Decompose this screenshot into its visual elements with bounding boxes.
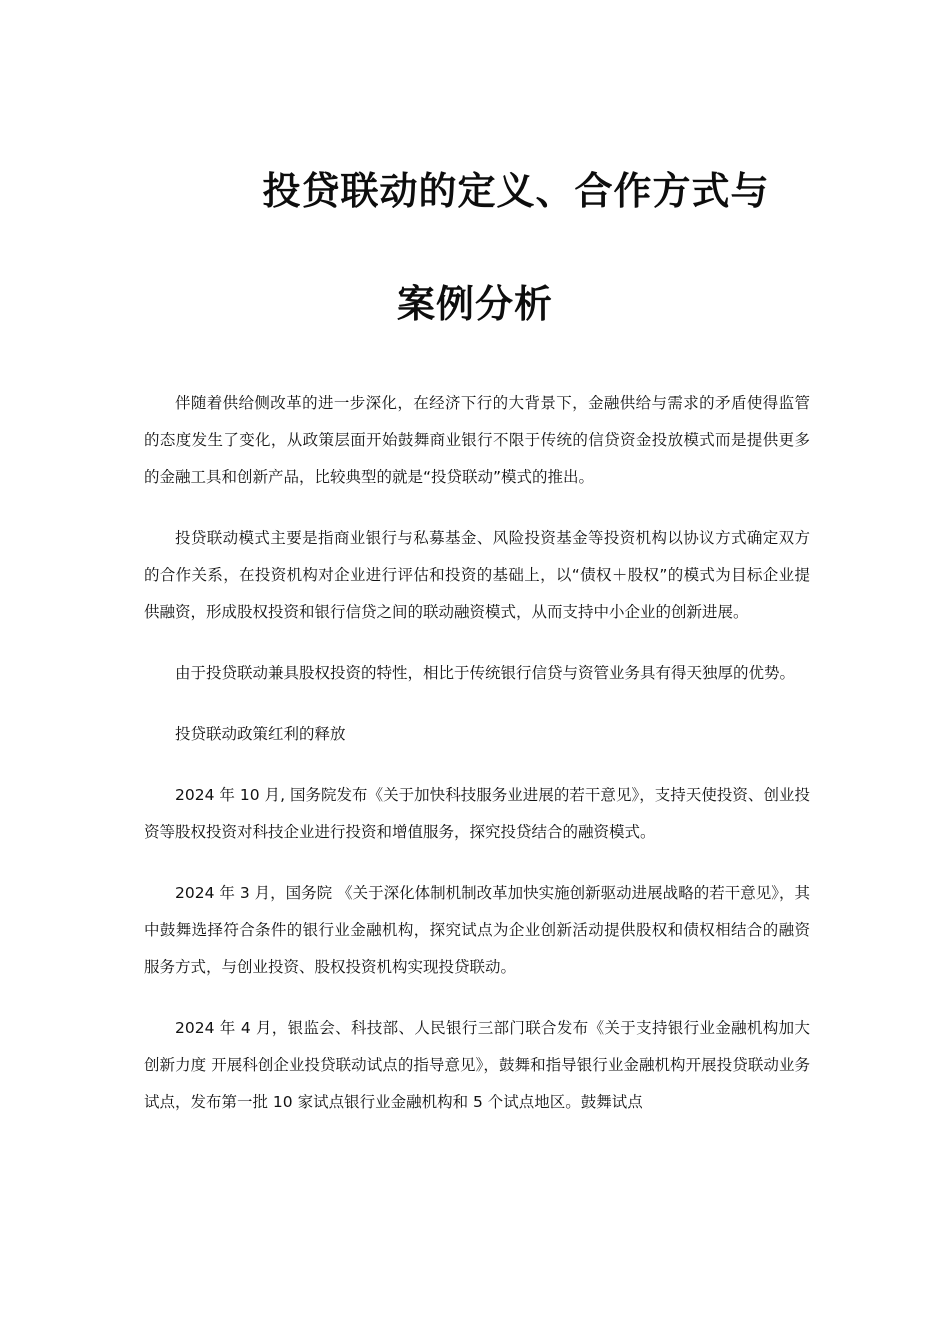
paragraph-advantage: 由于投贷联动兼具股权投资的特性，相比于传统银行信贷与资管业务具有得天独厚的优势。 (175, 664, 796, 682)
document-title-line-2: 案例分析 (396, 282, 553, 326)
section-heading-policy: 投贷联动政策红利的释放 (175, 725, 346, 743)
document-body (144, 385, 810, 1145)
document-title-line-1: 投贷联动的定义、合作方式与 (262, 169, 770, 213)
paragraph-definition: 投贷联动模式主要是指商业银行与私募基金、风险投资基金等投资机构以协议方式确定双方的合作关系，在投资机构对企业进行评估和投资的基础上，以“债权＋股权”的模式为目标企业提供融资，形成股权投资和银行信贷之间的联动融资模式，从而支持中小企业的创新进展。 (144, 529, 810, 621)
paragraph-policy-2024-4: 2024 年 4 月，银监会、科技部、人民银行三部门联合发布《关于支持银行业金融机构加大创新力度 开展科创企业投贷联动试点的指导意见》，鼓舞和指导银行业金融机构开展投贷联动业务试点，发布第一批 10 家试点银行业金融机构和 5 个试点地区。鼓舞试点 (144, 1019, 810, 1111)
paragraph-policy-2024-3: 2024 年 3 月，国务院 《关于深化体制机制改革加快实施创新驱动进展战略的若干意见》，其中鼓舞选择符合条件的银行业金融机构，探究试点为企业创新活动提供股权和债权相结合的融资服务方式，与创业投资、股权投资机构实现投贷联动。 (144, 884, 810, 976)
paragraph-policy-2024-10: 2024 年 10 月, 国务院发布《关于加快科技服务业进展的若干意见》，支持天使投资、创业投资等股权投资对科技企业进行投资和增值服务，探究投贷结合的融资模式。 (144, 786, 810, 841)
paragraph-intro: 伴随着供给侧改革的进一步深化，在经济下行的大背景下，金融供给与需求的矛盾使得监管的态度发生了变化，从政策层面开始鼓舞商业银行不限于传统的信贷资金投放模式而是提供更多的金融工具和创新产品，比较典型的就是“投贷联动”模式的推出。 (144, 394, 810, 486)
